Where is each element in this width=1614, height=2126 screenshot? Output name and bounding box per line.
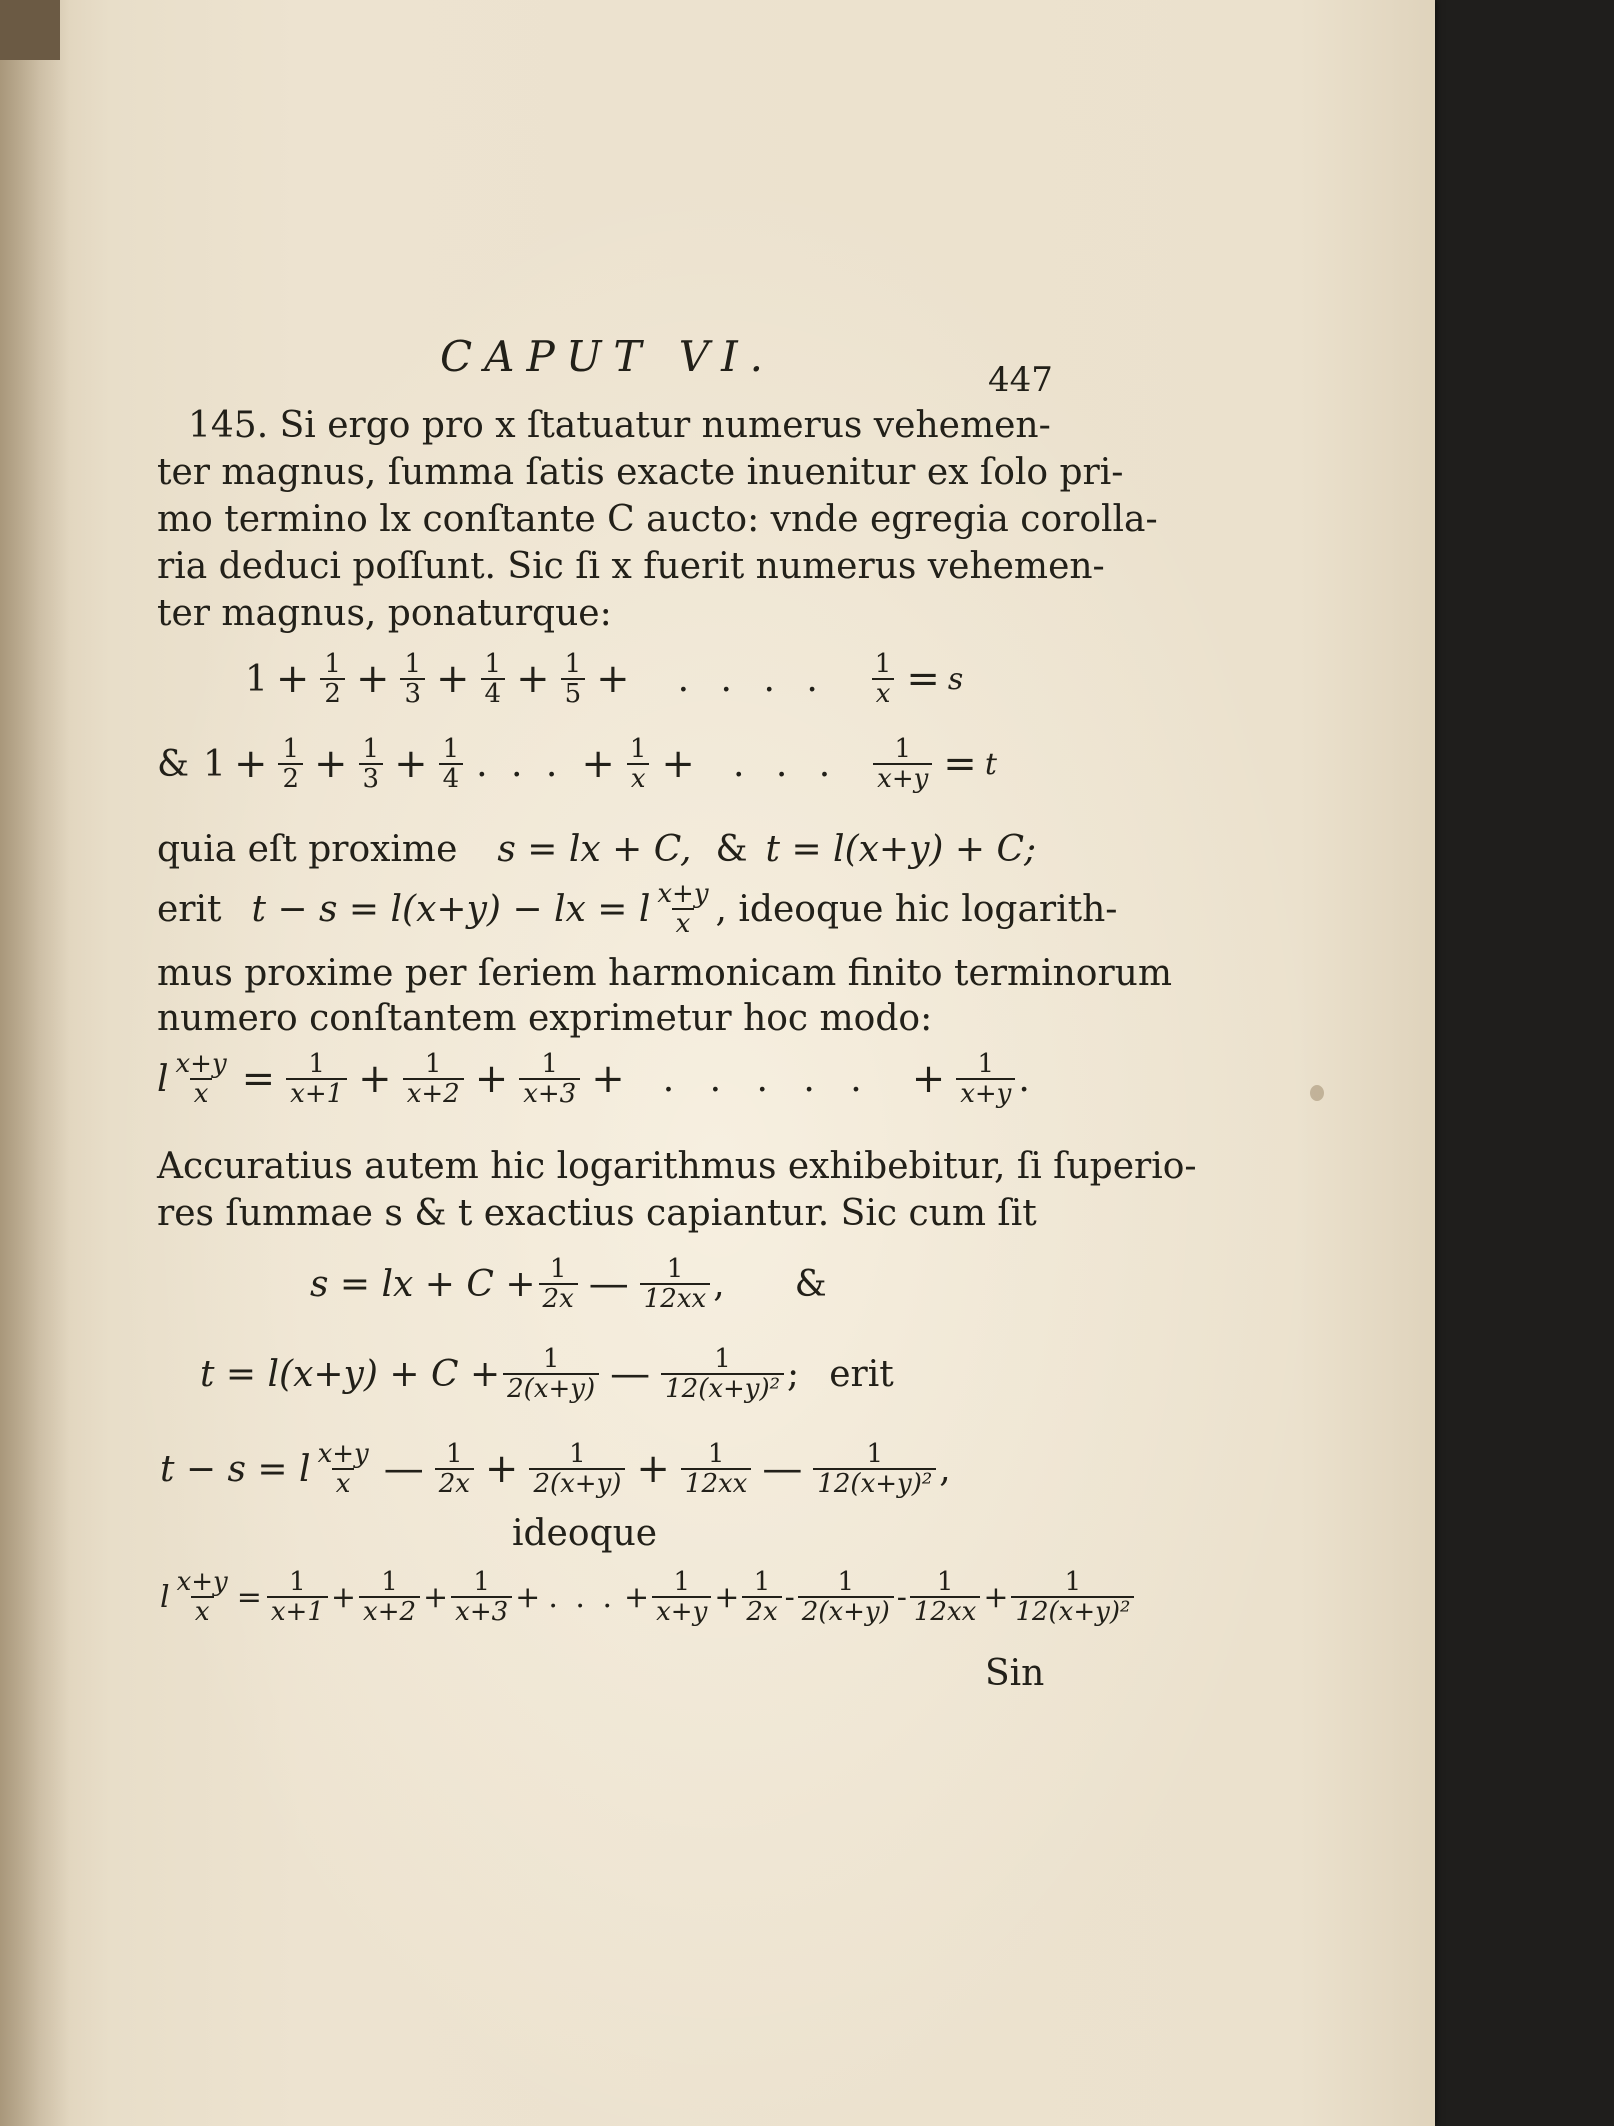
term: 1 [245,658,268,700]
equation-lhs: s = lx + C + [310,1263,536,1305]
page-gutter-shadow [0,0,70,2126]
ampersand: & [794,1263,827,1305]
catchword: Sin [985,1653,1045,1694]
text-line: mo termino lx conſtante C aucto: vnde egregia corolla- [157,499,1158,540]
text-line: mus proxime per ſeriem harmonicam finito terminorum [157,953,1172,994]
fraction: $\frac{1}{2(x+y)}$ [798,1568,894,1626]
fraction: $\frac{1}{x+2}$ [403,1050,464,1108]
fraction: $\frac{1}{\text{12(x+y)²}}$ [1011,1568,1134,1626]
text: quia eſt proxime [157,829,458,870]
ellipsis: . . . [548,1579,616,1615]
equation-t-expansion [200,1345,894,1403]
fraction: $\frac{1}{12xx}$ [640,1255,710,1313]
text-line: ria deduci poſſunt. Sic ſi x fuerit numerus vehemen- [157,546,1105,587]
equation-lhs: t − s = l [160,1448,311,1490]
equation-series-s: 1 + $\frac{1}{2}$ + $\frac{1}{3}$ + $\frac{1}{4}$ + $\frac{1}{5}$ + . . . . $\frac{1}{x}$ = s [245,649,964,709]
comma: , [939,1448,951,1490]
fraction: $\frac{1}{2(x+y)}$ [529,1440,625,1498]
fraction: $\frac{1}{x+3}$ [519,1050,580,1108]
text-ideoque: ideoque [512,1513,658,1554]
fraction: $\frac{1}{5}$ [561,650,586,708]
fraction: $\frac{1}{2x}$ [435,1440,474,1498]
fraction: $\frac{x+y}{x}$ [175,1049,227,1109]
fraction: $\frac{1}{3}$ [400,650,425,708]
fraction: $\frac{1}{x+3}$ [451,1568,512,1626]
equation-series-t: & 1 + $\frac{1}{2}$ + $\frac{1}{3}$ + $\frac{1}{4}$ . . . + $\frac{1}{x}$ + . . . $\frac{1}{x+y}$ = t [157,734,997,794]
text-line: res ſummae s & t exactius capiantur. Sic cum ſit [157,1193,1037,1234]
ellipsis: . . . . [677,658,828,700]
minus: — [610,1351,651,1397]
equation-final-series: l $\frac{x+y}{x}$ = $\frac{1}{x+1}$ + $\frac{1}{x+2}$ + $\frac{1}{x+3}$ + . . . + $\frac{1}{x+y}$ + $\frac{1}{2x}$ - $\frac{1}{2(x+y)}$ - $\frac{1}{12xx}$ + $\frac{1}{\text{12(x+y)²}}$ [160,1568,1137,1626]
fraction: $\frac{x+y}{x}$ [317,1439,369,1499]
fraction: $\frac{1}{x}$ [871,650,896,708]
ellipsis: . . . . . [662,1058,874,1100]
fraction: $\frac{1}{x+2}$ [359,1568,420,1626]
semicolon: ; [787,1353,800,1395]
ellipsis: . . . [476,743,564,785]
fraction: $\frac{1}{12xx}$ [910,1568,980,1626]
fraction: $\frac{1}{2x}$ [742,1568,781,1626]
fraction: $\frac{x+y}{x}$ [657,879,709,939]
book-binding-corner [0,0,60,60]
equation-log-series: l $\frac{x+y}{x}$ = $\frac{1}{x+1}$ + $\frac{1}{x+2}$ + $\frac{1}{x+3}$ + . . . . . + $\frac{1}{x+y}$ . [157,1049,1030,1109]
ampersand: & [157,743,190,785]
fraction: $\frac{1}{\text{12(x+y)²}}$ [813,1440,936,1498]
log-symbol: l [160,1579,170,1615]
fraction: $\frac{1}{\text{12(x+y)²}}$ [661,1345,784,1403]
fraction: $\frac{1}{12xx}$ [681,1440,751,1498]
fraction: $\frac{1}{x+1}$ [286,1050,347,1108]
text: erit [829,1353,894,1395]
text-line: ter magnus, ſumma ſatis exacte inuenitur ex ſolo pri- [157,452,1124,493]
erit-line [157,880,1117,938]
fraction: $\frac{x+y}{x}$ [176,1567,228,1627]
paper-stain [1310,1085,1324,1101]
fraction: $\frac{1}{x+y}$ [956,1050,1015,1108]
fraction: $\frac{1}{4}$ [439,735,464,793]
fraction: $\frac{1}{x+1}$ [267,1568,328,1626]
fraction: $\frac{1}{x}$ [626,735,651,793]
equation-t-minus-s: t − s = l $\frac{x+y}{x}$ — $\frac{1}{2x}$ + $\frac{1}{2(x+y)}$ + $\frac{1}{12xx}$ — $\frac{1}{\text{12(x+y)²}}$ , [160,1439,951,1499]
page-number: 447 [988,360,1053,400]
equation: t = l(x+y) + C; [765,829,1037,870]
comma: , [713,1263,725,1305]
ampersand: & [715,829,748,870]
fraction: $\frac{1}{4}$ [481,650,506,708]
sum-symbol: s [947,661,964,697]
equation-s-expansion [310,1255,827,1313]
text: erit [157,888,222,930]
text-line: numero conſtantem exprimetur hoc modo: [157,998,933,1039]
term: 1 [203,743,226,785]
running-head-title: CAPUT VI. [440,332,776,381]
minus: — [588,1261,629,1307]
fraction: $\frac{1}{3}$ [359,735,384,793]
sum-symbol: t [984,746,997,782]
equation: s = lx + C, [497,829,692,870]
ellipsis: . . . [732,743,841,785]
text-line: Accuratius autem hic logarithmus exhibebitur, ſi ſuperio- [157,1146,1197,1187]
fraction: $\frac{1}{2}$ [278,735,303,793]
text: , ideoque hic logarith- [715,888,1118,930]
fraction: $\frac{1}{x+y}$ [873,735,932,793]
equation: t − s = l(x+y) − lx = l [251,888,651,930]
fraction: $\frac{1}{2}$ [320,650,345,708]
log-symbol: l [157,1058,169,1100]
text-line: ter magnus, ponaturque: [157,593,612,634]
fraction: $\frac{1}{2(x+y)}$ [503,1345,599,1403]
equation-lhs: t = l(x+y) + C + [200,1353,501,1395]
fraction: $\frac{1}{x+y}$ [652,1568,711,1626]
fraction: $\frac{1}{2x}$ [539,1255,578,1313]
period: . [1018,1058,1030,1100]
quia-line [157,826,1036,873]
text-line: 145. Si ergo pro x ſtatuatur numerus vehemen- [188,405,1051,446]
